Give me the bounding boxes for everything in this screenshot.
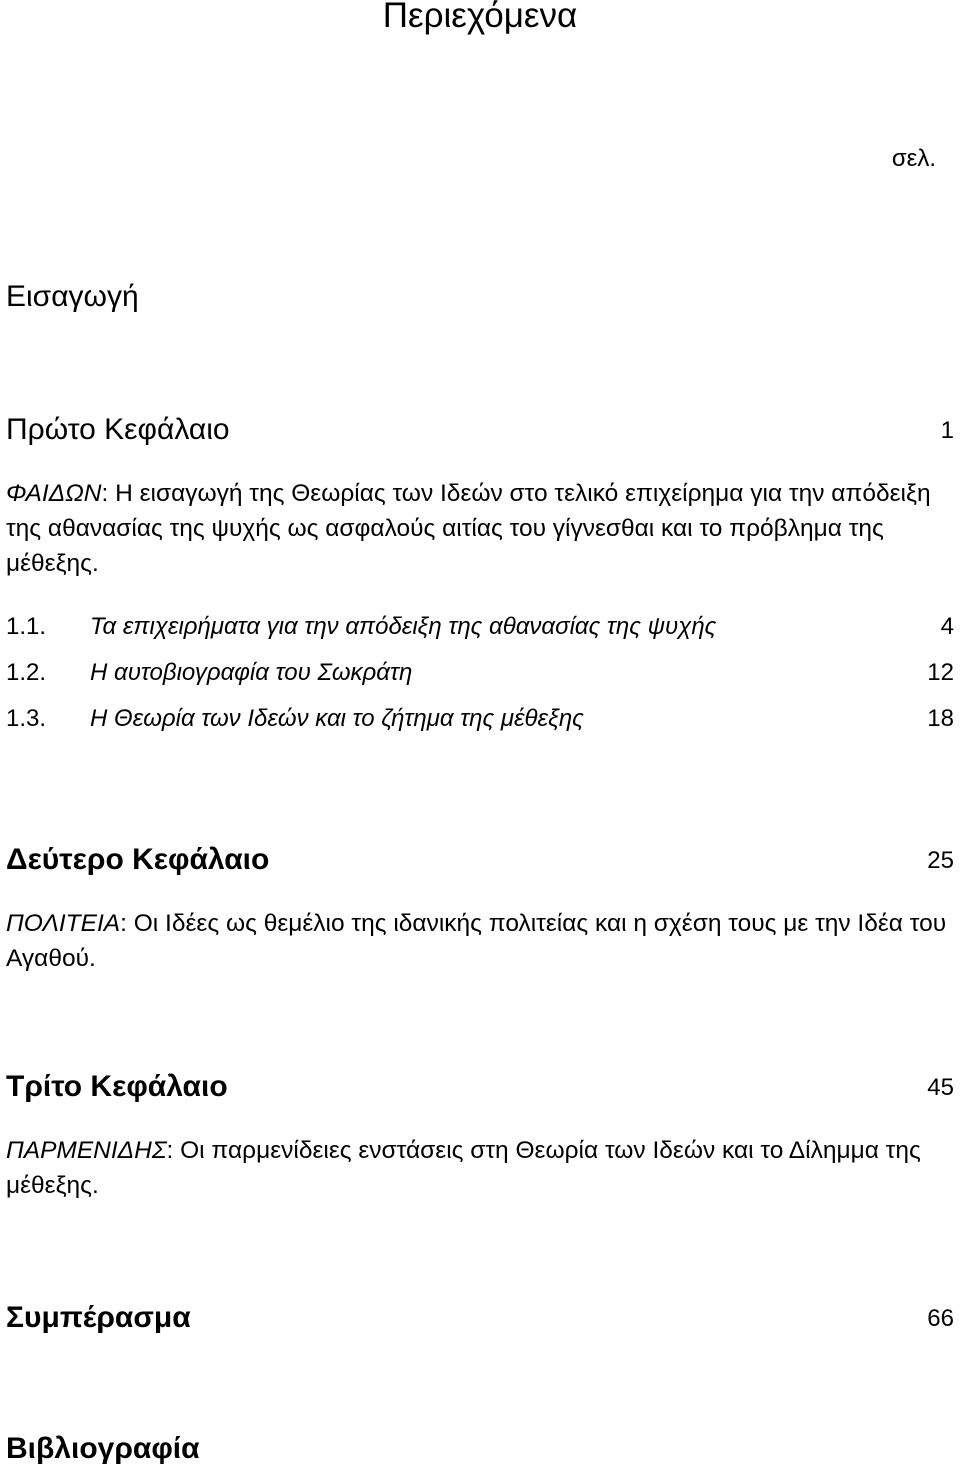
toc-section-number: 1.1. [6,613,47,640]
page-title: Περιεχόμενα [382,0,578,35]
toc-chapter1-description [6,476,960,581]
toc-bibliography[interactable]: Βιβλιογραφία [6,1432,200,1465]
toc-section-1-2[interactable]: Η αυτοβιογραφία του Σωκράτη [90,659,413,686]
chapter2-dialogue-name: ΠΟΛΙΤΕΙΑ [6,910,121,937]
chapter1-description-text: : Η εισαγωγή της Θεωρίας των Ιδεών στο τελικό επιχείρημα για την απόδειξη της αθανασίας της ψυχής ως ασφαλούς αιτίας του γίγνεσθαι και το πρόβλημα της μέθεξης. [6,480,931,577]
toc-section-page: 4 [940,613,954,640]
toc-section-number: 1.2. [6,659,47,686]
toc-chapter2-page: 25 [927,847,954,874]
toc-chapter3-heading[interactable]: Τρίτο Κεφάλαιο [6,1070,228,1103]
chapter2-description-text: : Οι Ιδέες ως θεμέλιο της ιδανικής πολιτείας και η σχέση τους με την Ιδέα του Αγαθού. [6,910,947,972]
toc-section-page: 18 [927,705,954,732]
toc-section-number: 1.3. [6,705,47,732]
toc-chapter2-description [6,906,960,976]
toc-conclusion[interactable]: Συμπέρασμα [6,1301,191,1334]
toc-chapter3-description [6,1133,960,1203]
toc-conclusion-page: 66 [927,1305,954,1332]
toc-section-1-1[interactable]: Τα επιχειρήματα για την απόδειξη της αθανασίας της ψυχής [90,613,717,640]
chapter3-description-text: : Οι παρμενίδειες ενστάσεις στη Θεωρία των Ιδεών και το Δίλημμα της μέθεξης. [6,1137,921,1199]
toc-intro[interactable]: Εισαγωγή [6,280,139,313]
toc-chapter1-heading[interactable]: Πρώτο Κεφάλαιο [6,413,230,446]
chapter1-dialogue-name: ΦΑΙΔΩΝ [6,480,102,507]
page-column-label: σελ. [891,145,936,172]
toc-chapter1-page: 1 [940,417,954,444]
toc-section-page: 12 [927,659,954,686]
chapter3-dialogue-name: ΠΑΡΜΕΝΙΔΗΣ [6,1137,167,1164]
toc-section-1-3[interactable]: Η Θεωρία των Ιδεών και το ζήτημα της μέθεξης [90,705,584,732]
toc-chapter3-page: 45 [927,1074,954,1101]
toc-chapter2-heading[interactable]: Δεύτερο Κεφάλαιο [6,843,270,876]
